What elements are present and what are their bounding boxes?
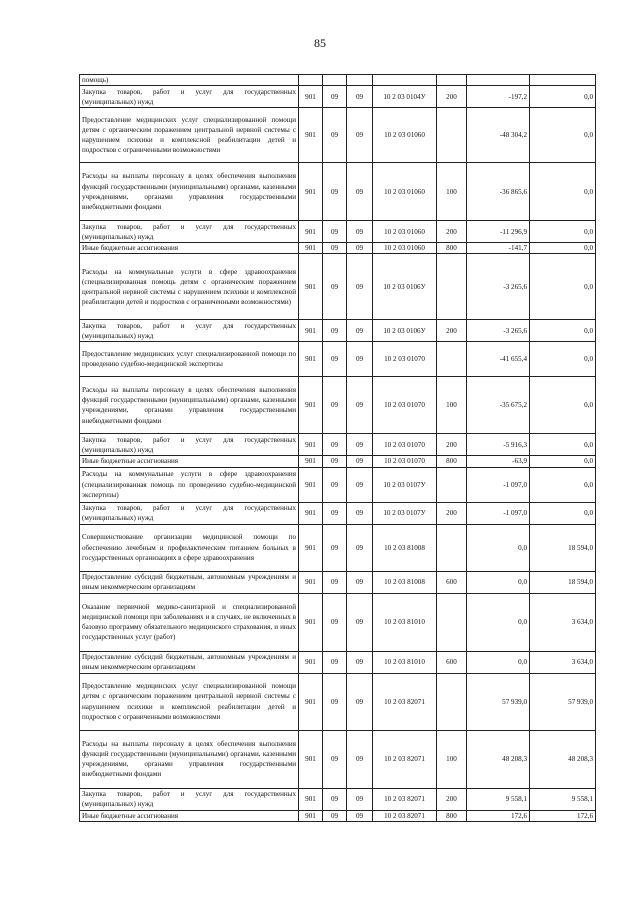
- expense-name-cell: Совершенствование организации медицинской помощи по обеспечению лечебным и профилактическим питанием больных в государственных организациях в сфере здравоохранения: [80, 524, 299, 571]
- subsection-code-cell: 09: [347, 377, 373, 434]
- subsection-code-cell: 09: [347, 86, 373, 108]
- table-row: [80, 243, 596, 254]
- expense-type-cell: 800: [437, 243, 467, 254]
- expense-type-cell: [437, 108, 467, 163]
- table-row: [80, 108, 596, 163]
- table-row: [80, 810, 596, 821]
- section-code-cell: 09: [323, 524, 347, 571]
- section-code-cell: 09: [323, 342, 347, 377]
- expense-name-cell: Закупка товаров, работ и услуг для государственных (муниципальных) нужд: [80, 221, 299, 243]
- expense-type-cell: 600: [437, 571, 467, 593]
- table-row: [80, 502, 596, 524]
- ministry-code-cell: 901: [299, 502, 323, 524]
- amount-total-cell: 0,0: [530, 243, 596, 254]
- expense-type-cell: [437, 673, 467, 730]
- section-code-cell: 09: [323, 502, 347, 524]
- amount-total-cell: 3 634,0: [530, 593, 596, 651]
- section-code-cell: 09: [323, 788, 347, 810]
- table-row: [80, 467, 596, 502]
- ministry-code-cell: 901: [299, 788, 323, 810]
- target-article-cell: 10 2 03 01070: [373, 434, 437, 456]
- amount-change-cell: -35 675,2: [467, 377, 530, 434]
- expense-type-cell: 200: [437, 434, 467, 456]
- ministry-code-cell: 901: [299, 673, 323, 730]
- amount-change-cell: 48 208,3: [467, 730, 530, 788]
- ministry-code-cell: 901: [299, 86, 323, 108]
- expense-name-cell: Иные бюджетные ассигнования: [80, 243, 299, 254]
- amount-total-cell: 0,0: [530, 163, 596, 221]
- subsection-code-cell: 09: [347, 524, 373, 571]
- ministry-code-cell: [299, 75, 323, 86]
- subsection-code-cell: 09: [347, 730, 373, 788]
- section-code-cell: [323, 75, 347, 86]
- amount-total-cell: 0,0: [530, 377, 596, 434]
- page-number: 85: [314, 36, 326, 50]
- section-code-cell: 09: [323, 730, 347, 788]
- table-row: [80, 524, 596, 571]
- ministry-code-cell: 901: [299, 593, 323, 651]
- table-row: [80, 377, 596, 434]
- amount-change-cell: -141,7: [467, 243, 530, 254]
- amount-total-cell: 0,0: [530, 221, 596, 243]
- section-code-cell: 09: [323, 467, 347, 502]
- ministry-code-cell: 901: [299, 434, 323, 456]
- expense-name-cell: Предоставление субсидий бюджетным, автономным учреждениям и иным некоммерческим организациям: [80, 651, 299, 673]
- table-row: [80, 75, 596, 86]
- amount-total-cell: 0,0: [530, 456, 596, 467]
- section-code-cell: 09: [323, 593, 347, 651]
- amount-change-cell: -3 265,6: [467, 254, 530, 320]
- subsection-code-cell: 09: [347, 434, 373, 456]
- amount-change-cell: 9 558,1: [467, 788, 530, 810]
- subsection-code-cell: [347, 75, 373, 86]
- ministry-code-cell: 901: [299, 221, 323, 243]
- amount-change-cell: 0,0: [467, 651, 530, 673]
- table-row: [80, 730, 596, 788]
- expense-name-cell: Закупка товаров, работ и услуг для государственных (муниципальных) нужд: [80, 502, 299, 524]
- section-code-cell: 09: [323, 673, 347, 730]
- amount-total-cell: 9 558,1: [530, 788, 596, 810]
- subsection-code-cell: 09: [347, 673, 373, 730]
- subsection-code-cell: 09: [347, 108, 373, 163]
- expense-type-cell: [437, 593, 467, 651]
- expense-type-cell: [437, 75, 467, 86]
- target-article-cell: 10 2 03 01070: [373, 342, 437, 377]
- amount-total-cell: 18 594,0: [530, 571, 596, 593]
- target-article-cell: 10 2 03 81008: [373, 524, 437, 571]
- amount-total-cell: 172,6: [530, 810, 596, 821]
- target-article-cell: 10 2 03 01060: [373, 108, 437, 163]
- amount-total-cell: 0,0: [530, 86, 596, 108]
- table-row: [80, 320, 596, 342]
- expense-name-cell: помощь): [80, 75, 299, 86]
- expense-name-cell: Предоставление медицинских услуг специализированной помощи по проведению судебно-медицинской экспертизы: [80, 342, 299, 377]
- expense-type-cell: 100: [437, 730, 467, 788]
- target-article-cell: 10 2 03 01070: [373, 377, 437, 434]
- ministry-code-cell: 901: [299, 254, 323, 320]
- amount-total-cell: 18 594,0: [530, 524, 596, 571]
- amount-total-cell: 3 634,0: [530, 651, 596, 673]
- section-code-cell: 09: [323, 434, 347, 456]
- expense-name-cell: Оказание первичной медико-санитарной и специализированной медицинской помощи при заболеваниях и в случаях, не включенных в базовую программу обязательного медицинского страхования, и иных государственных услуг (работ): [80, 593, 299, 651]
- amount-total-cell: 0,0: [530, 108, 596, 163]
- target-article-cell: 10 2 03 0106У: [373, 320, 437, 342]
- amount-change-cell: -48 304,2: [467, 108, 530, 163]
- subsection-code-cell: 09: [347, 243, 373, 254]
- amount-total-cell: 0,0: [530, 320, 596, 342]
- table-row: [80, 651, 596, 673]
- subsection-code-cell: 09: [347, 571, 373, 593]
- section-code-cell: 09: [323, 651, 347, 673]
- expense-type-cell: [437, 467, 467, 502]
- target-article-cell: 10 2 03 01070: [373, 456, 437, 467]
- subsection-code-cell: 09: [347, 163, 373, 221]
- expense-name-cell: Иные бюджетные ассигнования: [80, 456, 299, 467]
- expense-type-cell: 100: [437, 163, 467, 221]
- amount-change-cell: -63,9: [467, 456, 530, 467]
- amount-change-cell: -1 097,0: [467, 502, 530, 524]
- expense-name-cell: Закупка товаров, работ и услуг для государственных (муниципальных) нужд: [80, 434, 299, 456]
- subsection-code-cell: 09: [347, 254, 373, 320]
- target-article-cell: [373, 75, 437, 86]
- amount-total-cell: 48 208,3: [530, 730, 596, 788]
- section-code-cell: 09: [323, 86, 347, 108]
- table-row: [80, 673, 596, 730]
- target-article-cell: 10 2 03 01060: [373, 163, 437, 221]
- subsection-code-cell: 09: [347, 593, 373, 651]
- ministry-code-cell: 901: [299, 108, 323, 163]
- amount-change-cell: 0,0: [467, 571, 530, 593]
- amount-total-cell: 0,0: [530, 342, 596, 377]
- amount-total-cell: 0,0: [530, 467, 596, 502]
- subsection-code-cell: 09: [347, 467, 373, 502]
- target-article-cell: 10 2 03 82071: [373, 673, 437, 730]
- expense-name-cell: Предоставление субсидий бюджетным, автономным учреждениям и иным некоммерческим организациям: [80, 571, 299, 593]
- subsection-code-cell: 09: [347, 221, 373, 243]
- ministry-code-cell: 901: [299, 730, 323, 788]
- target-article-cell: 10 2 03 82071: [373, 730, 437, 788]
- expense-type-cell: [437, 524, 467, 571]
- amount-change-cell: -41 655,4: [467, 342, 530, 377]
- amount-change-cell: 0,0: [467, 524, 530, 571]
- table-row: [80, 593, 596, 651]
- subsection-code-cell: 09: [347, 651, 373, 673]
- expense-name-cell: Расходы на коммунальные услуги в сфере здравоохранения (специализированная помощь по проведению судебно-медицинской экспертизы): [80, 467, 299, 502]
- section-code-cell: 09: [323, 221, 347, 243]
- amount-change-cell: -3 265,6: [467, 320, 530, 342]
- section-code-cell: 09: [323, 810, 347, 821]
- section-code-cell: 09: [323, 108, 347, 163]
- target-article-cell: 10 2 03 81008: [373, 571, 437, 593]
- amount-change-cell: 172,6: [467, 810, 530, 821]
- subsection-code-cell: 09: [347, 342, 373, 377]
- table-row: [80, 456, 596, 467]
- section-code-cell: 09: [323, 243, 347, 254]
- subsection-code-cell: 09: [347, 502, 373, 524]
- ministry-code-cell: 901: [299, 377, 323, 434]
- budget-table-body: [80, 75, 596, 822]
- expense-type-cell: [437, 254, 467, 320]
- amount-total-cell: 0,0: [530, 502, 596, 524]
- target-article-cell: 10 2 03 01060: [373, 221, 437, 243]
- amount-change-cell: [467, 75, 530, 86]
- target-article-cell: 10 2 03 0104У: [373, 86, 437, 108]
- section-code-cell: 09: [323, 320, 347, 342]
- table-row: [80, 342, 596, 377]
- ministry-code-cell: 901: [299, 651, 323, 673]
- expense-type-cell: 200: [437, 320, 467, 342]
- expense-type-cell: 600: [437, 651, 467, 673]
- expense-type-cell: 800: [437, 810, 467, 821]
- ministry-code-cell: 901: [299, 243, 323, 254]
- target-article-cell: 10 2 03 0106У: [373, 254, 437, 320]
- amount-change-cell: 57 939,0: [467, 673, 530, 730]
- ministry-code-cell: 901: [299, 163, 323, 221]
- target-article-cell: 10 2 03 0107У: [373, 502, 437, 524]
- subsection-code-cell: 09: [347, 456, 373, 467]
- target-article-cell: 10 2 03 0107У: [373, 467, 437, 502]
- table-row: [80, 434, 596, 456]
- section-code-cell: 09: [323, 254, 347, 320]
- amount-change-cell: -1 097,0: [467, 467, 530, 502]
- expense-name-cell: Предоставление медицинских услуг специализированной помощи детям с органическим поражением центральной нервной системы с нарушением психики и комплексной реабилитации детей и подростков с ограниченными возможностями: [80, 673, 299, 730]
- amount-change-cell: -5 916,3: [467, 434, 530, 456]
- subsection-code-cell: 09: [347, 810, 373, 821]
- section-code-cell: 09: [323, 456, 347, 467]
- ministry-code-cell: 901: [299, 456, 323, 467]
- section-code-cell: 09: [323, 163, 347, 221]
- target-article-cell: 10 2 03 82071: [373, 788, 437, 810]
- target-article-cell: 10 2 03 01060: [373, 243, 437, 254]
- budget-table: [79, 74, 596, 822]
- section-code-cell: 09: [323, 377, 347, 434]
- table-row: [80, 163, 596, 221]
- amount-change-cell: -11 296,9: [467, 221, 530, 243]
- expense-name-cell: Расходы на выплаты персоналу в целях обеспечения выполнения функций государственными (муниципальными) органами, казенными учреждениями, органами управления государственными внебюджетными фондами: [80, 163, 299, 221]
- expense-type-cell: 200: [437, 221, 467, 243]
- amount-total-cell: 0,0: [530, 254, 596, 320]
- expense-name-cell: Иные бюджетные ассигнования: [80, 810, 299, 821]
- expense-name-cell: Предоставление медицинских услуг специализированной помощи детям с органическим поражением центральной нервной системы с нарушением психики и комплексной реабилитации детей и подростков с ограниченными возможностями: [80, 108, 299, 163]
- amount-change-cell: -36 865,6: [467, 163, 530, 221]
- expense-name-cell: Закупка товаров, работ и услуг для государственных (муниципальных) нужд: [80, 86, 299, 108]
- amount-total-cell: 0,0: [530, 434, 596, 456]
- table-row: [80, 788, 596, 810]
- table-row: [80, 254, 596, 320]
- ministry-code-cell: 901: [299, 810, 323, 821]
- ministry-code-cell: 901: [299, 342, 323, 377]
- expense-type-cell: 800: [437, 456, 467, 467]
- table-row: [80, 86, 596, 108]
- expense-name-cell: Закупка товаров, работ и услуг для государственных (муниципальных) нужд: [80, 320, 299, 342]
- amount-change-cell: 0,0: [467, 593, 530, 651]
- expense-name-cell: Закупка товаров, работ и услуг для государственных (муниципальных) нужд: [80, 788, 299, 810]
- target-article-cell: 10 2 03 81010: [373, 593, 437, 651]
- expense-type-cell: [437, 342, 467, 377]
- amount-change-cell: -197,2: [467, 86, 530, 108]
- expense-type-cell: 100: [437, 377, 467, 434]
- amount-total-cell: 57 939,0: [530, 673, 596, 730]
- table-row: [80, 221, 596, 243]
- expense-name-cell: Расходы на выплаты персоналу в целях обеспечения выполнения функций государственными (муниципальными) органами, казенными учреждениями, органами управления государственными внебюджетными фондами: [80, 377, 299, 434]
- section-code-cell: 09: [323, 571, 347, 593]
- table-row: [80, 571, 596, 593]
- expense-name-cell: Расходы на выплаты персоналу в целях обеспечения выполнения функций государственными (муниципальными) органами, казенными учреждениями, органами управления государственными внебюджетными фондами: [80, 730, 299, 788]
- ministry-code-cell: 901: [299, 467, 323, 502]
- ministry-code-cell: 901: [299, 571, 323, 593]
- expense-name-cell: Расходы на коммунальные услуги в сфере здравоохранения (специализированная помощь детям с органическим поражением центральной нервной системы с нарушением психики и комплексной реабилитации детей и подростков с ограниченными возможностями): [80, 254, 299, 320]
- amount-total-cell: [530, 75, 596, 86]
- ministry-code-cell: 901: [299, 524, 323, 571]
- expense-type-cell: 200: [437, 502, 467, 524]
- expense-type-cell: 200: [437, 86, 467, 108]
- ministry-code-cell: 901: [299, 320, 323, 342]
- expense-type-cell: 200: [437, 788, 467, 810]
- target-article-cell: 10 2 03 82071: [373, 810, 437, 821]
- subsection-code-cell: 09: [347, 320, 373, 342]
- target-article-cell: 10 2 03 81010: [373, 651, 437, 673]
- subsection-code-cell: 09: [347, 788, 373, 810]
